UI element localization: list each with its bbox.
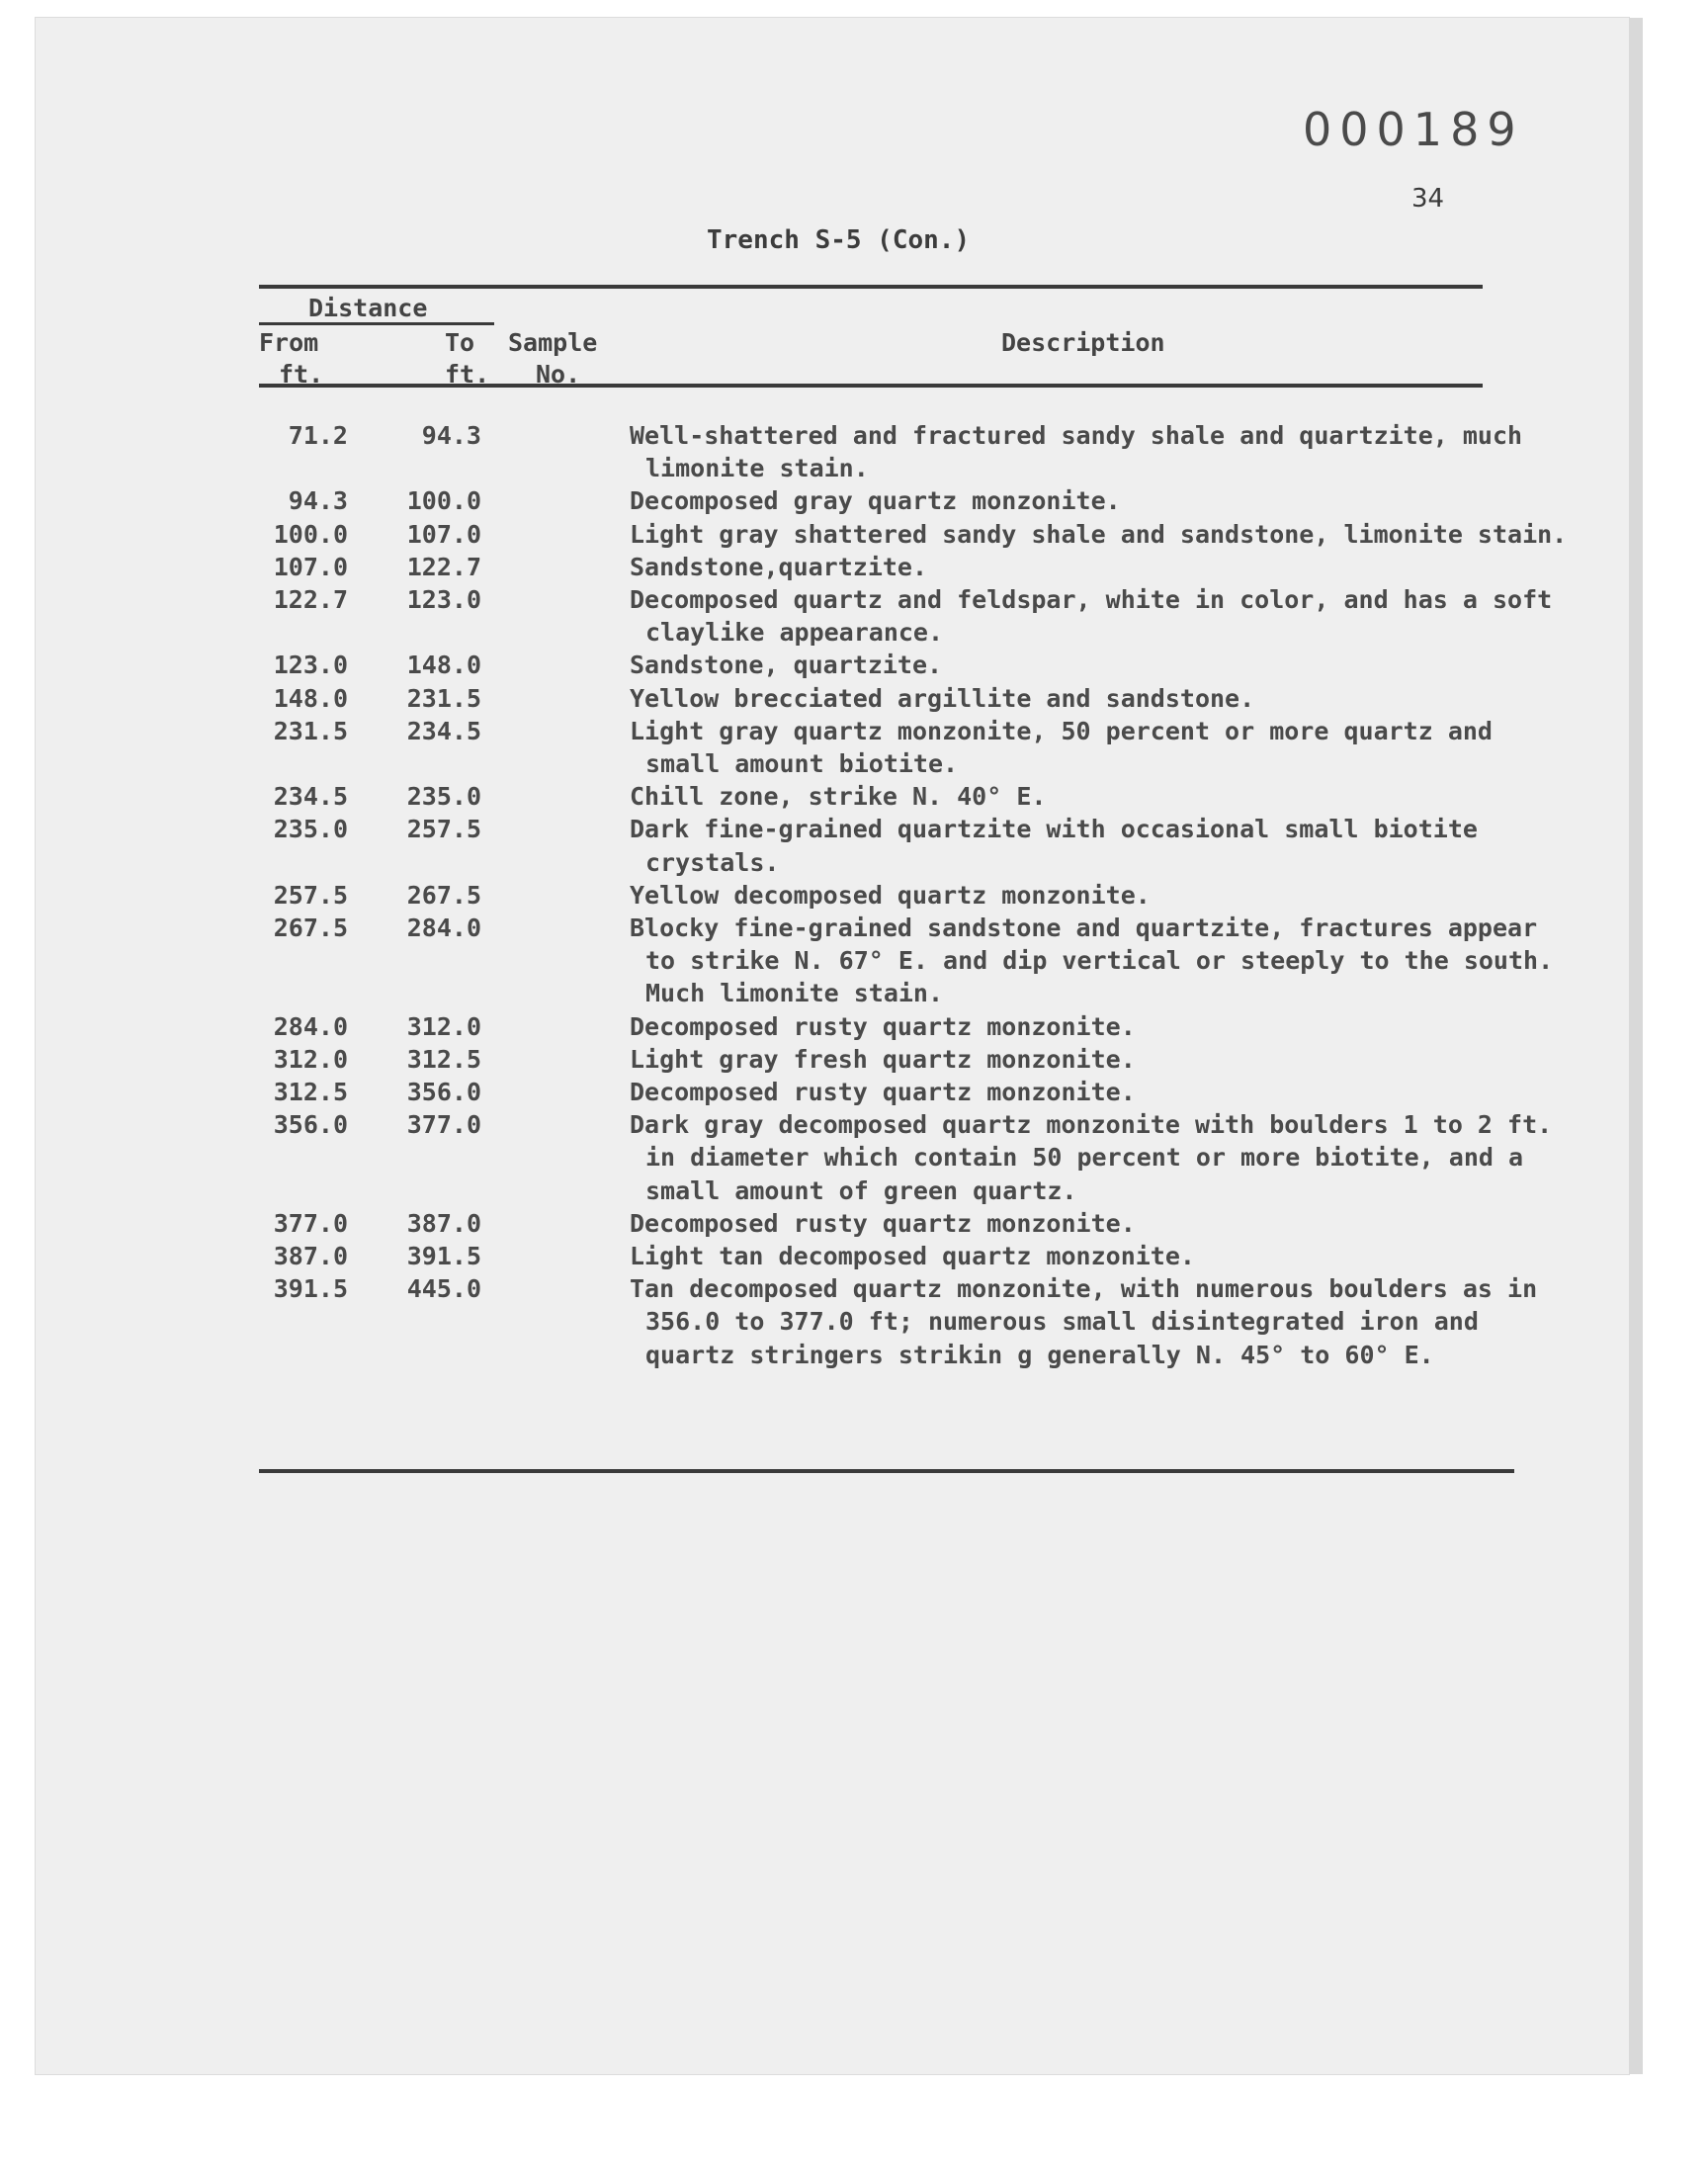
to-cell: 123.0 <box>406 585 481 615</box>
description-cell: Well-shattered and fractured sandy shale and quartzite, much limonite stain. <box>630 421 1523 483</box>
to-cell: 234.5 <box>406 716 481 745</box>
to-cell: 284.0 <box>406 914 481 943</box>
from-cell: 123.0 <box>273 651 348 680</box>
from-cell: 356.0 <box>273 1110 348 1140</box>
from-cell: 391.5 <box>273 1274 348 1304</box>
table-row <box>259 780 1534 813</box>
column-header-from-unit: ft. <box>279 360 324 389</box>
to-cell: 257.5 <box>406 815 481 844</box>
to-cell: 377.0 <box>406 1110 481 1140</box>
from-cell: 312.5 <box>273 1078 348 1107</box>
to-cell: 148.0 <box>406 651 481 680</box>
table-row <box>259 583 1553 649</box>
description-cell: Dark fine-grained quartzite with occasional small biotite crystals. <box>630 815 1478 877</box>
page-number: 34 <box>1411 184 1445 214</box>
table-row <box>259 649 1534 681</box>
from-cell: 267.5 <box>273 914 348 943</box>
description-cell: Chill zone, strike N. 40° E. <box>630 782 1047 812</box>
document-id-stamp: 000189 <box>1303 103 1524 156</box>
description-cell: Light gray quartz monzonite, 50 percent or more quartz and small amount biotite. <box>630 716 1493 779</box>
table-header-rule <box>259 384 1483 388</box>
table-body <box>259 419 1568 1371</box>
table-row <box>259 1010 1534 1043</box>
to-cell: 235.0 <box>406 782 481 812</box>
table-row <box>259 1076 1534 1108</box>
description-cell: Sandstone,quartzite. <box>630 552 928 581</box>
table-row <box>259 682 1534 715</box>
table-row <box>259 715 1534 780</box>
from-cell: 122.7 <box>273 585 348 615</box>
column-header-sample-no: No. <box>536 360 581 389</box>
table-row <box>259 1108 1553 1207</box>
from-cell: 235.0 <box>273 815 348 844</box>
column-header-to-unit: ft. <box>445 360 490 389</box>
description-cell: Yellow brecciated argillite and sandstone. <box>630 683 1255 713</box>
table-top-rule <box>259 285 1483 289</box>
description-cell: Decomposed rusty quartz monzonite. <box>630 1208 1136 1238</box>
from-cell: 312.0 <box>273 1044 348 1074</box>
description-cell: Sandstone, quartzite. <box>630 651 943 680</box>
page-edge-shadow <box>1629 18 1643 2074</box>
to-cell: 231.5 <box>406 683 481 713</box>
table-row <box>259 1207 1534 1240</box>
description-cell: Decomposed quartz and feldspar, white in color, and has a soft claylike appearance. <box>630 585 1553 648</box>
table-row <box>259 551 1534 583</box>
from-cell: 284.0 <box>273 1011 348 1041</box>
to-cell: 387.0 <box>406 1208 481 1238</box>
to-cell: 94.3 <box>421 421 481 450</box>
page-title: Trench S-5 (Con.) <box>707 225 971 255</box>
from-cell: 71.2 <box>288 421 348 450</box>
from-cell: 231.5 <box>273 716 348 745</box>
description-cell: Tan decomposed quartz monzonite, with numerous boulders as in 356.0 to 377.0 ft; numerous small disintegrated iron and quartz stringers strikin g generally N. 45° to 60° E. <box>630 1274 1538 1369</box>
distance-group-header: Distance <box>308 294 428 322</box>
from-cell: 100.0 <box>273 519 348 549</box>
from-cell: 234.5 <box>273 782 348 812</box>
table-row <box>259 419 1534 484</box>
description-cell: Blocky fine-grained sandstone and quartzite, fractures appear to strike N. 67° E. and dip vertical or steeply to the south. Much limonite stain. <box>630 914 1554 1008</box>
to-cell: 267.5 <box>406 880 481 910</box>
table-row <box>259 879 1534 912</box>
column-header-sample: Sample <box>508 328 598 357</box>
from-cell: 377.0 <box>273 1208 348 1238</box>
to-cell: 445.0 <box>406 1274 481 1304</box>
table-row <box>259 1043 1534 1076</box>
table-row <box>259 484 1534 517</box>
column-header-to: To <box>445 328 475 357</box>
to-cell: 122.7 <box>406 552 481 581</box>
from-cell: 257.5 <box>273 880 348 910</box>
to-cell: 312.5 <box>406 1044 481 1074</box>
to-cell: 312.0 <box>406 1011 481 1041</box>
to-cell: 100.0 <box>406 486 481 516</box>
from-cell: 94.3 <box>288 486 348 516</box>
table-row <box>259 1272 1538 1371</box>
description-cell: Decomposed rusty quartz monzonite. <box>630 1011 1136 1041</box>
description-cell: Dark gray decomposed quartz monzonite with boulders 1 to 2 ft. in diameter which contain 50 percent or more biotite, and a small amount of green quartz. <box>630 1110 1553 1205</box>
from-cell: 148.0 <box>273 683 348 713</box>
table-row <box>259 518 1568 551</box>
from-cell: 387.0 <box>273 1242 348 1271</box>
table-bottom-rule <box>259 1469 1514 1473</box>
description-cell: Light gray shattered sandy shale and sandstone, limonite stain. <box>630 519 1568 549</box>
description-cell: Decomposed rusty quartz monzonite. <box>630 1078 1136 1107</box>
description-cell: Yellow decomposed quartz monzonite. <box>630 880 1151 910</box>
from-cell: 107.0 <box>273 552 348 581</box>
distance-group-rule <box>259 322 494 325</box>
table-row <box>259 912 1554 1010</box>
column-header-description: Description <box>1001 328 1165 357</box>
description-cell: Light tan decomposed quartz monzonite. <box>630 1242 1195 1271</box>
table-row <box>259 813 1534 878</box>
to-cell: 391.5 <box>406 1242 481 1271</box>
description-cell: Light gray fresh quartz monzonite. <box>630 1044 1136 1074</box>
to-cell: 107.0 <box>406 519 481 549</box>
table-row <box>259 1240 1534 1272</box>
description-cell: Decomposed gray quartz monzonite. <box>630 486 1121 516</box>
to-cell: 356.0 <box>406 1078 481 1107</box>
column-header-from: From <box>259 328 319 357</box>
